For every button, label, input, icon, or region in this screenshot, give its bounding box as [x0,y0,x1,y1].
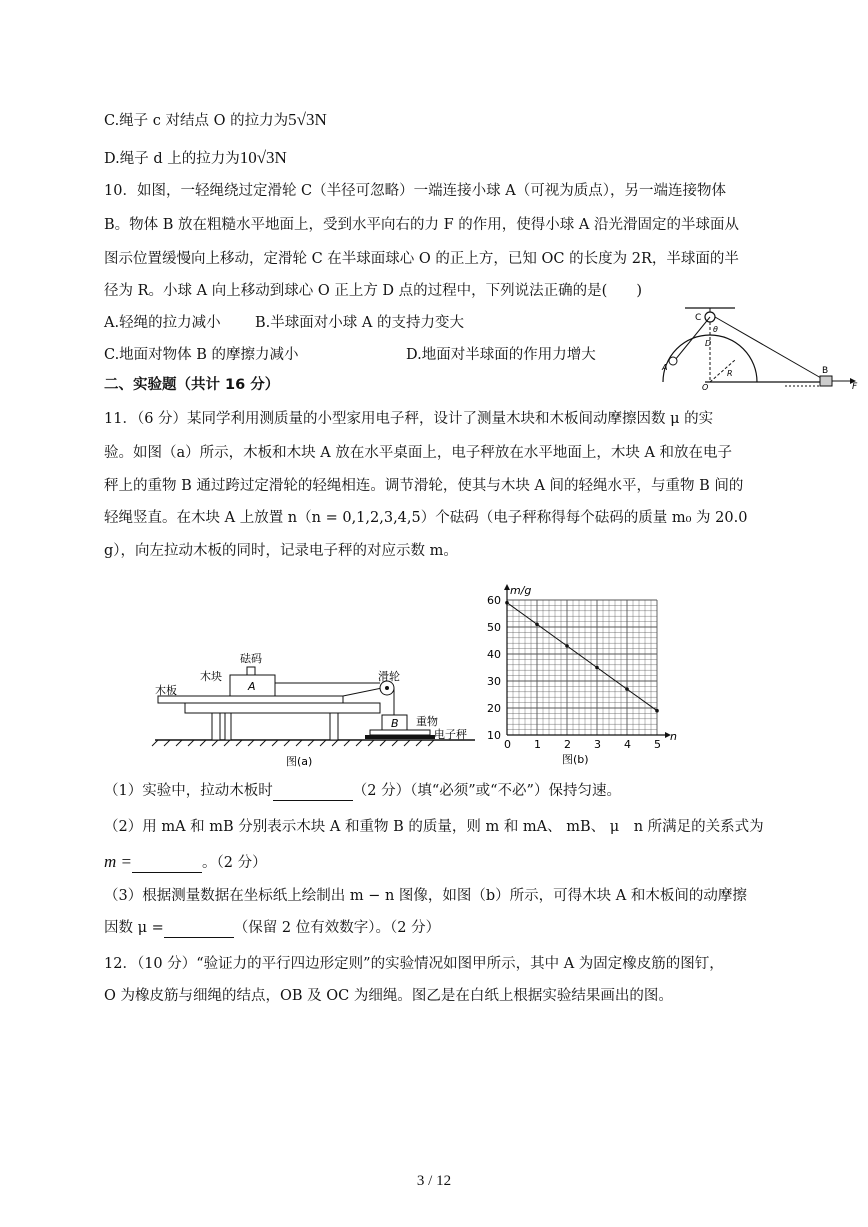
fig-a-weight-label: 砝码 [240,652,262,665]
fig-a-block-a: A [248,680,256,693]
label-d: D [705,339,712,348]
label-theta: θ [713,325,718,334]
y-tick-label: 40 [487,648,501,661]
fit-line [507,603,657,711]
q11-sub1-blank[interactable] [273,800,353,801]
y-tick-label: 60 [487,594,501,607]
chart-fit-line [507,603,657,711]
label-a: A [662,363,668,372]
label-c: C [695,313,702,323]
q11-sub2-blank[interactable] [132,872,202,873]
q11-line-4: 轻绳竖直。在木块 A 上放置 n（n = 0,1,2,3,4,5）个砝码（电子秤称得每个砝码的质量 m₀ 为 20.0 [104,510,748,526]
q11-line-1: 11．（6 分）某同学利用测质量的小型家用电子秤，设计了测量木块和木板间动摩擦因数 μ 的实 [104,411,714,427]
fig-a-board-label: 木板 [155,684,177,697]
q10-option-b: B.半球面对小球 A 的支持力变大 [255,315,464,331]
data-point [655,709,659,713]
label-b: B [822,366,829,376]
q12-line-2: O 为橡皮筋与细绳的结点，OB 及 OC 为细绳。图乙是在白纸上根据实验结果画出的图。 [104,988,673,1004]
x-tick-label: 0 [504,738,511,751]
data-point [505,601,509,605]
fig-a-block-label: 木块 [200,670,222,683]
figure-b-chart [482,580,682,775]
q11-line-3: 秤上的重物 B 通过跨过定滑轮的轻绳相连。调节滑轮，使其与木块 A 间的轻绳水平，与重物 B 间的 [104,478,744,494]
fig-a-heavy: 重物 [416,715,438,728]
chart-grid [507,600,657,735]
x-tick-label: 4 [624,738,631,751]
label-o: O [702,383,709,390]
q11-sub2-answer: m = 。（2 分） [104,852,267,871]
fig-a-scale: 电子秤 [434,728,467,741]
q10-line-3: 图示位置缓慢向上移动，定滑轮 C 在半球面球心 O 的正上方，已知 OC 的长度为 2R，半球面的半 [104,251,739,267]
q10-line-2: B。物体 B 放在粗糙水平地面上，受到水平向右的力 F 的作用，使得小球 A 沿光滑固定的半球面从 [104,217,739,233]
fig-a-pulley-label: 滑轮 [378,670,400,683]
y-tick-label: 20 [487,702,501,715]
q11-line-2: 验。如图（a）所示，木板和木块 A 放在水平桌面上，电子秤放在水平地面上，木块 A 和放在电子 [104,445,733,461]
chart-y-label: m/g [510,584,532,597]
q11-sub3-line: （3）根据测量数据在坐标纸上绘制出 m − n 图像，如图（b）所示，可得木块 A 和木板间的动摩擦 [104,888,747,904]
q9-option-c: C.绳子 c 对结点 O 的拉力为5√3N [104,110,327,129]
x-tick-label: 1 [534,738,541,751]
data-point [625,687,629,691]
q9-option-d-value: 10√3N [239,148,287,167]
q9-option-d: D.绳子 d 上的拉力为10√3N [104,148,287,167]
q12-line-1: 12．（10 分）“验证力的平行四边形定则”的实验情况如图甲所示，其中 A 为固定橡皮筋的图钉， [104,956,724,972]
x-tick-label: 3 [594,738,601,751]
x-tick-label: 2 [564,738,571,751]
q10-hemisphere-figure [655,300,860,390]
q10-option-c: C.地面对物体 B 的摩擦力减小 [104,347,299,363]
label-f: F [852,382,858,390]
q9-option-c-value: 5√3N [288,110,327,129]
data-point [565,644,569,648]
q11-sub1: （1）实验中，拉动木板时 （2 分）（填“必须”或“不必”）保持匀速。 [104,783,621,799]
q11-sub3-answer: 因数 μ = （保留 2 位有效数字）。（2 分） [104,920,441,936]
data-point [535,623,539,627]
q10-line-4: 径为 R。小球 A 向上移动到球心 O 正上方 D 点的过程中，下列说法正确的是( ) [104,283,642,299]
section-2-title: 二、实验题（共计 16 分） [104,377,280,393]
figure-a-apparatus [150,640,480,770]
q10-option-a: A.轻绳的拉力减小 [104,315,221,331]
q11-line-5: g），向左拉动木板的同时，记录电子秤的对应示数 m。 [104,543,458,559]
chart-x-label: n [670,730,677,743]
q10-option-d: D.地面对半球面的作用力增大 [406,347,596,363]
q11-sub2-line: （2）用 mA 和 mB 分别表示木块 A 和重物 B 的质量，则 m 和 mA、 mB、 μ n 所满足的关系式为 [104,819,764,835]
page-number: 3 / 12 [416,1173,452,1189]
data-point [595,666,599,670]
y-tick-label: 30 [487,675,501,688]
fig-a-caption: 图(a) [286,755,313,768]
x-tick-label: 5 [654,738,661,751]
label-r: R [727,369,733,378]
q10-line-1: 10．如图，一轻绳绕过定滑轮 C（半径可忽略）一端连接小球 A（可视为质点），另一端连接物体 [104,183,726,199]
y-tick-label: 10 [487,729,501,742]
q11-sub3-blank[interactable] [164,937,234,938]
fig-b-caption: 图(b) [562,753,589,766]
y-tick-label: 50 [487,621,501,634]
fig-a-b: B [391,717,399,730]
